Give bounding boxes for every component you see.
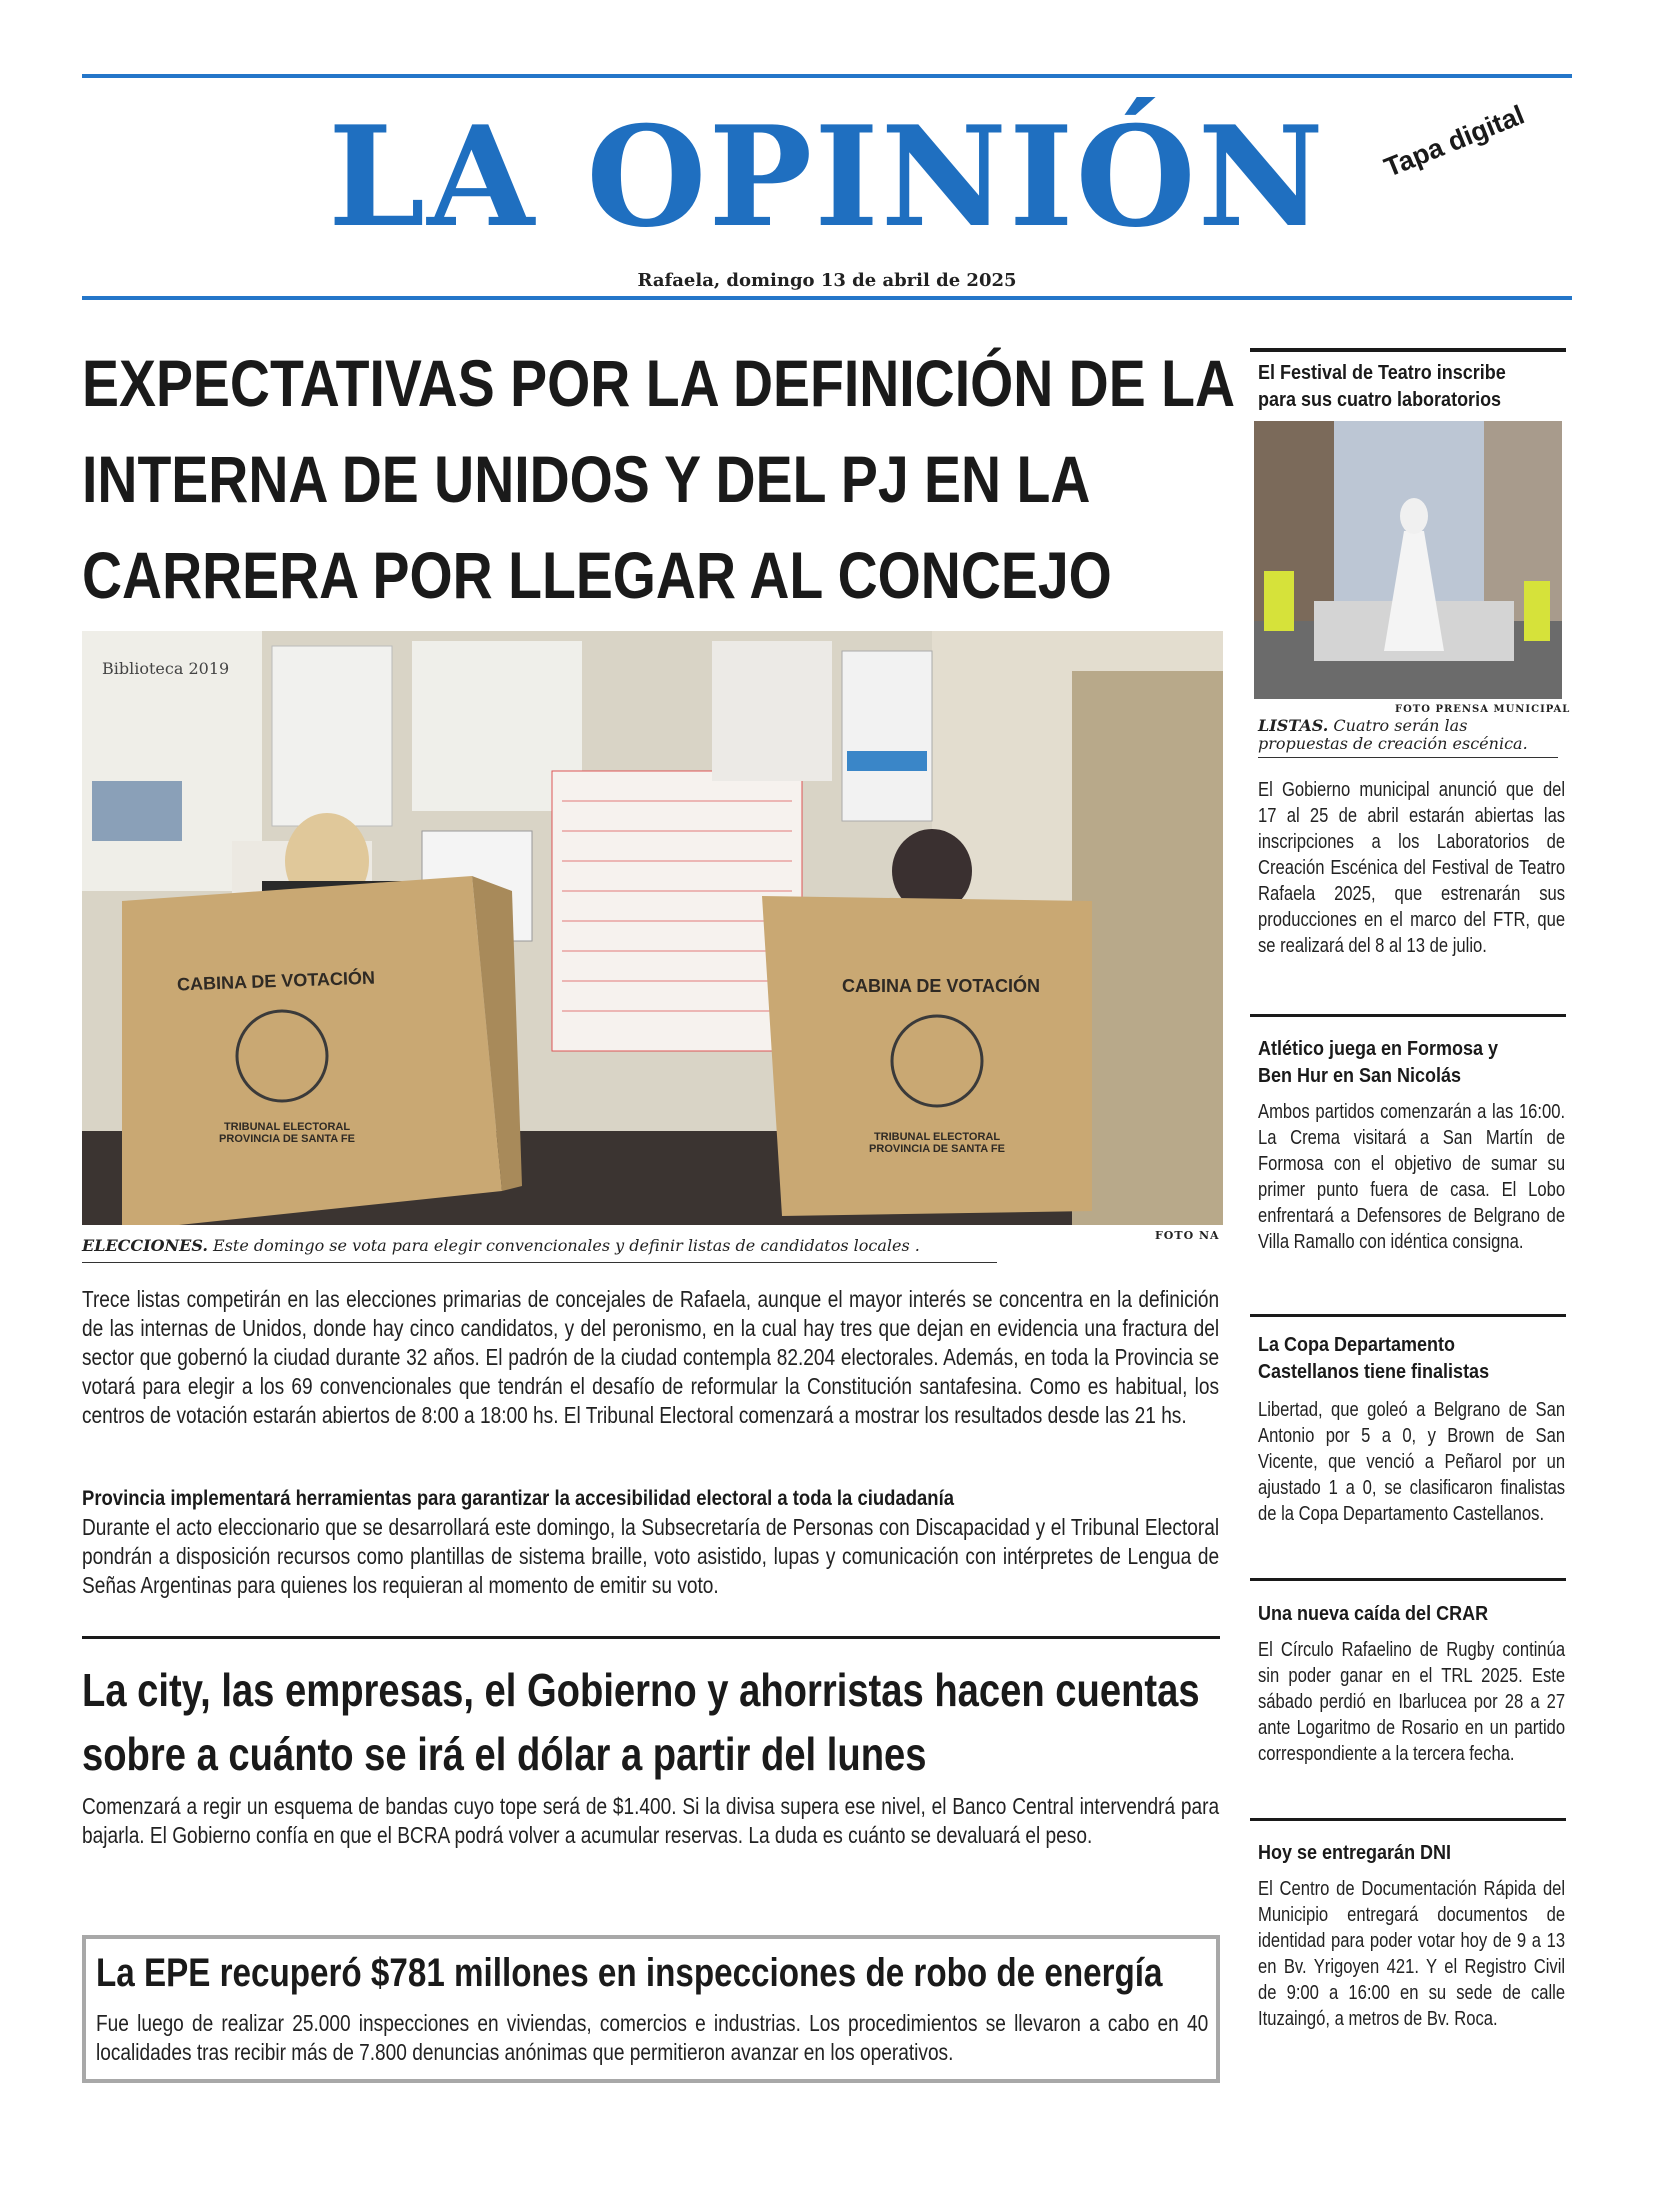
main-story-sub-body: Durante el acto eleccionario que se desarrollará este domingo, la Subsecretaría de Personas con Discapacidad y el Tribunal Electoral pondrán a disposición recursos como plantillas de sistema braille, voto asistido, lupas y comunicación con intérpretes de Lengua de Señas Argentinas para quienes los requieran al momento de emitir su voto. — [82, 1514, 1220, 1598]
sidebar-rule-5 — [1250, 1818, 1566, 1821]
theatre-street-illustration — [1254, 421, 1562, 699]
main-photo-caption-lead: ELECCIONES. — [82, 1236, 208, 1255]
booth-seal-text-right: TRIBUNAL ELECTORAL PROVINCIA DE SANTA FE — [869, 1131, 1005, 1155]
wall-sign-text: Biblioteca 2019 — [102, 659, 230, 678]
booth-seal-text-left: TRIBUNAL ELECTORAL PROVINCIA DE SANTA FE — [219, 1121, 355, 1145]
masthead-top-rule — [82, 74, 1572, 78]
festival-headline: El Festival de Teatro inscribe para sus cuatro laboratorios — [1258, 362, 1506, 411]
main-photo-caption-text: Este domingo se vota para elegir convencionales y definir listas de candidatos locales . — [213, 1236, 920, 1255]
festival-photo — [1254, 421, 1562, 699]
crar-body: El Círculo Rafaelino de Rugby continúa sin poder ganar en el TRL 2025. Este sábado perdió en Ibarlucea por 28 a 27 ante Logaritmo de Rosario en un partido correspondiente a la tercera fecha. — [1258, 1639, 1566, 1765]
masthead-bottom-rule — [82, 296, 1572, 300]
festival-caption-rule — [1258, 757, 1558, 758]
tapa-digital-tag: Tapa digital — [1380, 99, 1529, 183]
sidebar-rule-4 — [1250, 1578, 1566, 1581]
copa-headline: La Copa Departamento Castellanos tiene finalistas — [1258, 1334, 1490, 1383]
caption-rule — [82, 1262, 997, 1263]
main-story-subhead: Provincia implementará herramientas para garantizar la accesibilidad electoral a toda la ciudadanía — [82, 1487, 954, 1510]
sidebar-rule-3 — [1250, 1314, 1566, 1317]
booth-sign-left: CABINA DE VOTACIÓN — [176, 967, 376, 995]
festival-caption-lead: LISTAS. — [1258, 716, 1329, 735]
dni-body: El Centro de Documentación Rápida del Municipio entregará documentos de identidad para poder votar hoy de 9 a 13 en Bv. Yrigoyen 421. Y el Registro Civil de 9:00 a 16:00 en su sede de calle Ituzaingó, a metros de Bv. Roca. — [1258, 1878, 1566, 2030]
dollar-body: Comenzará a regir un esquema de bandas cuyo tope será de $1.400. Si la divisa supera ese nivel, el Banco Central intervendrá para bajarla. El Gobierno confía en que el BCRA podrá volver a acumular reservas. La duda es cuánto se devaluará el peso. — [82, 1793, 1220, 1848]
epe-story-box — [82, 1935, 1220, 2083]
crar-headline: Una nueva caída del CRAR — [1258, 1603, 1489, 1625]
sidebar-top-rule — [1250, 348, 1566, 352]
dollar-headline: La city, las empresas, el Gobierno y ahorristas hacen cuentas sobre a cuánto se irá el dólar a partir del lunes — [82, 1664, 1200, 1780]
main-headline: EXPECTATIVAS POR LA DEFINICIÓN DE LA INTERNA DE UNIDOS Y DEL PJ EN LA CARRERA POR LLEGAR AL CONCEJO — [82, 346, 1233, 612]
copa-body: Libertad, que goleó a Belgrano de San Antonio por 5 a 0, y Brown de San Vicente, que venció a Peñarol por un ajustado 1 a 0, se clasificaron finalistas de la Copa Departamento Castellanos. — [1258, 1399, 1566, 1525]
festival-caption-text: Cuatro serán las propuestas de creación escénica. — [1258, 716, 1528, 753]
main-story-body: Trece listas competirán en las elecciones primarias de concejales de Rafaela, aunque el mayor interés se concentra en la definición de las internas de Unidos, donde hay cinco candidatos, y del peronismo, en la cual hay tres que dejan en evidencia una fractura del sector que gobernó la ciudad durante 32 años. El padrón de la ciudad contempla 82.204 electorales. Además, en toda la Provincia se votará para elegir a los 69 convencionales que tendrán el desafío de reformular la Constitución santafesina. Como es habitual, los centros de votación estarán abiertos de 8:00 a 18:00 hs. El Tribunal Electoral comenzará a mostrar los resultados desde las 21 hs. — [82, 1286, 1220, 1428]
masthead-date: Rafaela, domingo 13 de abril de 2025 — [637, 270, 1017, 291]
booth-sign-right: CABINA DE VOTACIÓN — [842, 976, 1040, 996]
atletico-body: Ambos partidos comenzarán a las 16:00. La Crema visitará a San Martín de Formosa con el objetivo de sumar su primer punto fuera de casa. El Lobo enfrentará a Defensores de Belgrano de Villa Ramallo con idéntica consigna. — [1258, 1101, 1566, 1253]
main-photo-credit: FOTO NA — [1155, 1229, 1220, 1242]
dni-headline: Hoy se entregarán DNI — [1258, 1842, 1452, 1864]
atletico-headline: Atlético juega en Formosa y Ben Hur en San Nicolás — [1258, 1038, 1499, 1087]
main-photo — [82, 631, 1223, 1225]
festival-photo-caption — [1258, 717, 1558, 753]
section-divider — [82, 1636, 1220, 1639]
festival-body: El Gobierno municipal anunció que del 17 al 25 de abril estarán abiertas las inscripciones a los Laboratorios de Creación Escénica del Festival de Teatro Rafaela 2025, que estrenarán sus producciones en el marco del FTR, que se realizará del 8 al 13 de julio. — [1258, 779, 1566, 957]
festival-photo-credit: FOTO PRENSA MUNICIPAL — [1395, 704, 1571, 715]
epe-body: Fue luego de realizar 25.000 inspecciones en viviendas, comercios e industrias. Los procedimientos se llevaron a cabo en 40 localidades tras recibir más de 7.800 denuncias anónimas que permitieron avanzar en los operativos. — [96, 2010, 1209, 2065]
main-photo-caption — [82, 1236, 1182, 1255]
epe-headline: La EPE recuperó $781 millones en inspecciones de robo de energía — [96, 1951, 1163, 1995]
sidebar-rule-2 — [1250, 1014, 1566, 1017]
masthead-title: LA OPINIÓN — [328, 95, 1326, 258]
